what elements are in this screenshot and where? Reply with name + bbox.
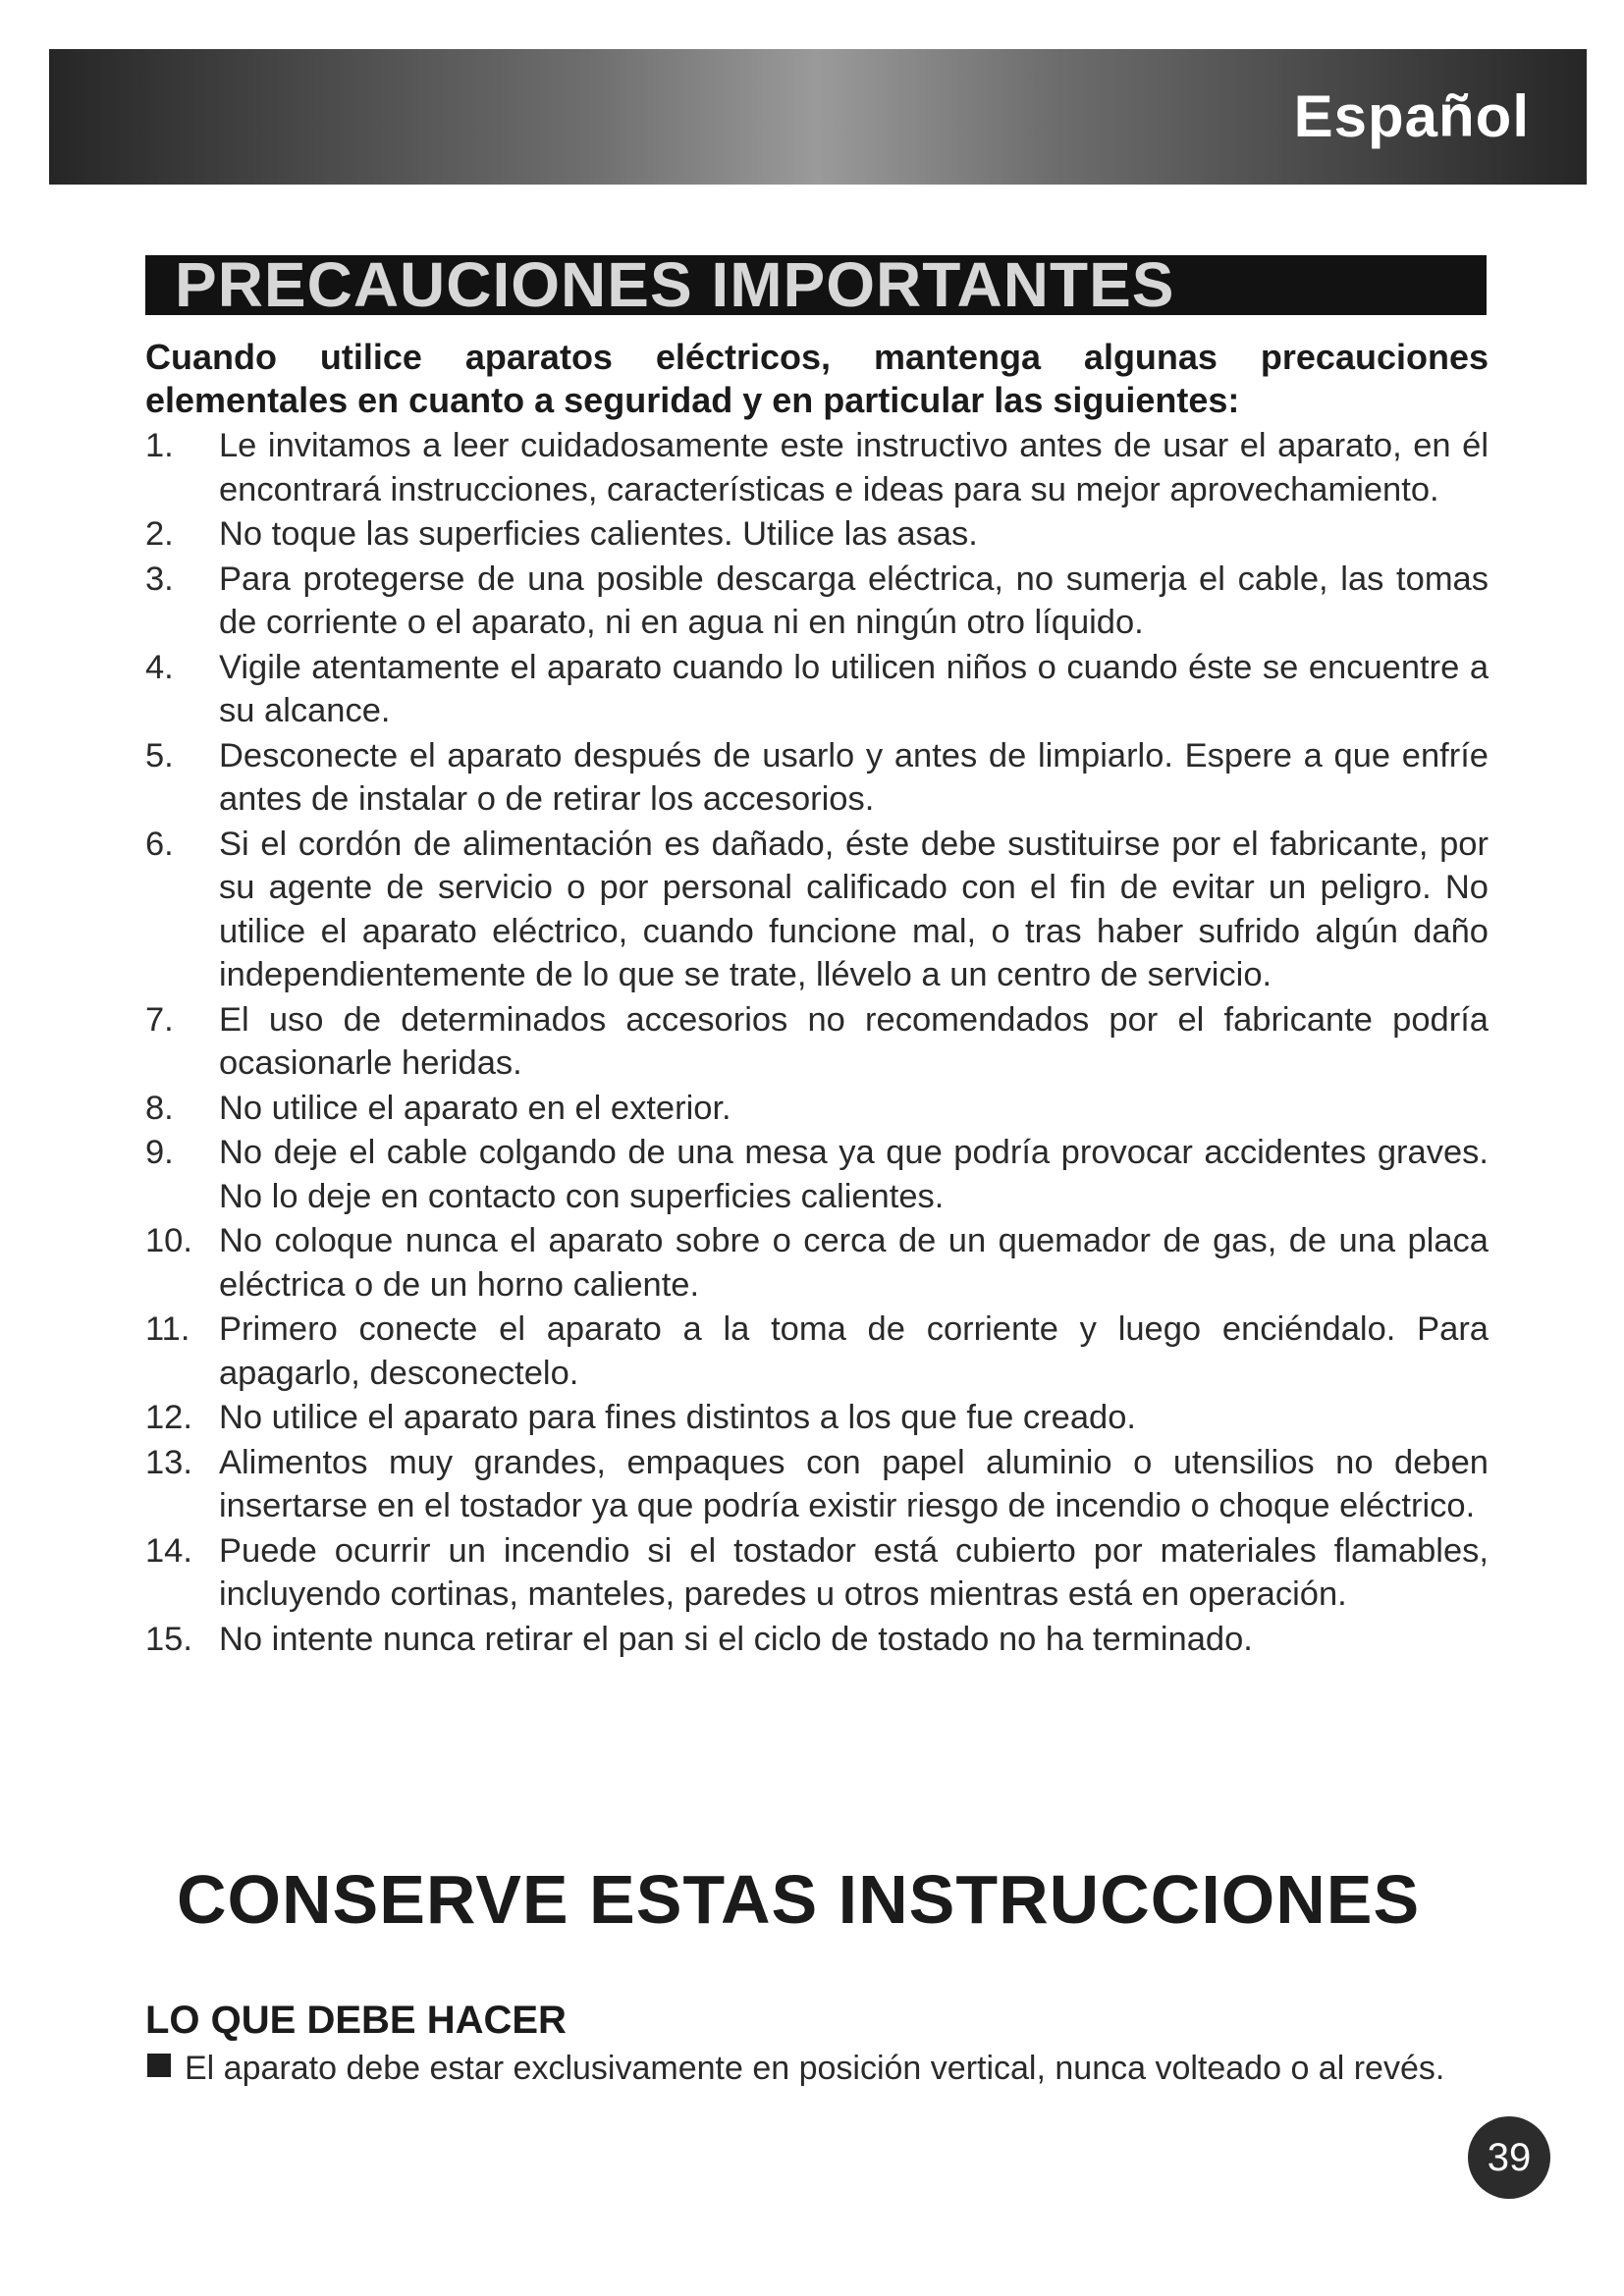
list-item [145,1308,1489,1395]
item-text: Primero conecte el aparato a la toma de corriente y luego enciéndalo. Para apagarlo, desconectelo. [219,1310,1489,1392]
item-number: 13. [145,1443,192,1481]
header-banner [49,49,1587,185]
item-text: No coloque nunca el aparato sobre o cerca de un quemador de gas, de una placa eléctrica o de un horno caliente. [219,1222,1489,1304]
list-item [145,1396,1489,1440]
list-item [145,1441,1489,1528]
item-number: 11. [145,1310,190,1348]
intro-line-2: elementales en cuanto a seguridad y en particular las siguientes: [145,380,1240,420]
list-item [145,734,1489,822]
item-number: 7. [145,1000,174,1039]
item-text: Para protegerse de una posible descarga eléctrica, no sumerja el cable, las tomas de corriente o el aparato, ni en agua ni en ningún otro líquido. [219,560,1489,641]
item-text: Desconecte el aparato después de usarlo y antes de limpiarlo. Espere a que enfríe antes de instalar o de retirar los accesorios. [219,736,1489,818]
item-number: 12. [145,1399,192,1436]
item-text: Alimentos muy grandes, empaques con papel aluminio o utensilios no deben insertarse en el tostador ya que podría existir riesgo de incendio o choque eléctrico. [219,1443,1489,1524]
do-section-heading: LO QUE DEBE HACER [145,1999,567,2042]
list-item [145,1087,1489,1131]
intro-line-1: Cuando utilice aparatos eléctricos, mantenga algunas precauciones [145,337,1489,377]
list-item [145,1529,1489,1617]
square-bullet-icon [147,2054,171,2077]
item-number: 10. [145,1222,192,1259]
list-item [145,512,1489,557]
item-number: 3. [145,560,174,598]
item-number: 6. [145,825,174,863]
page-number: 39 [1487,2136,1532,2179]
item-number: 15. [145,1620,192,1658]
intro-paragraph [145,336,1489,422]
list-item [145,558,1489,645]
item-text: No utilice el aparato en el exterior. [219,1089,731,1127]
item-text: No intente nunca retirar el pan si el ciclo de tostado no ha terminado. [219,1620,1253,1658]
section-title-bar [145,249,1487,320]
item-text: No utilice el aparato para fines distintos a los que fue creado. [219,1399,1136,1436]
list-item [145,424,1489,511]
precautions-list [145,424,1489,1662]
list-item [145,998,1489,1086]
list-item [145,823,1489,997]
item-text: Le invitamos a leer cuidadosamente este instructivo antes de usar el aparato, en él encontrará instrucciones, características e ideas para su mejor aprovechamiento. [219,427,1489,508]
item-number: 8. [145,1089,174,1127]
item-text: El uso de determinados accesorios no recomendados por el fabricante podría ocasionarle heridas. [219,1000,1489,1082]
item-text: Si el cordón de alimentación es dañado, éste debe sustituirse por el fabricante, por su agente de servicio o por personal calificado con el fin de evitar un peligro. No utilice el aparato eléctrico, cuando funcione mal, o tras haber sufrido algún daño independientemente de lo que se trate, llévelo a un centro de servicio. [219,825,1489,993]
page-number-badge [1468,2116,1550,2199]
page-title: PRECAUCIONES IMPORTANTES [175,249,1175,320]
language-label: Español [1293,83,1530,149]
item-number: 4. [145,648,174,686]
item-number: 2. [145,515,174,553]
item-text: No toque las superficies calientes. Utilice las asas. [219,515,978,553]
list-item [145,1131,1489,1218]
list-item [145,646,1489,733]
list-item [145,1618,1489,1662]
item-text: Puede ocurrir un incendio si el tostador está cubierto por materiales flamables, incluyendo cortinas, manteles, paredes u otros mientras está en operación. [219,1531,1489,1613]
list-item [147,2047,1492,2090]
bullet-text: El aparato debe estar exclusivamente en posición vertical, nunca volteado o al revés. [185,2050,1445,2087]
item-number: 5. [145,736,174,774]
save-instructions-heading: CONSERVE ESTAS INSTRUCCIONES [177,1861,1421,1938]
item-number: 1. [145,427,174,464]
item-text: No deje el cable colgando de una mesa ya que podría provocar accidentes graves. No lo deje en contacto con superficies calientes. [219,1134,1489,1215]
item-text: Vigile atentamente el aparato cuando lo utilicen niños o cuando éste se encuentre a su alcance. [219,648,1489,729]
item-number: 9. [145,1134,174,1171]
item-number: 14. [145,1531,192,1570]
list-item [145,1219,1489,1307]
